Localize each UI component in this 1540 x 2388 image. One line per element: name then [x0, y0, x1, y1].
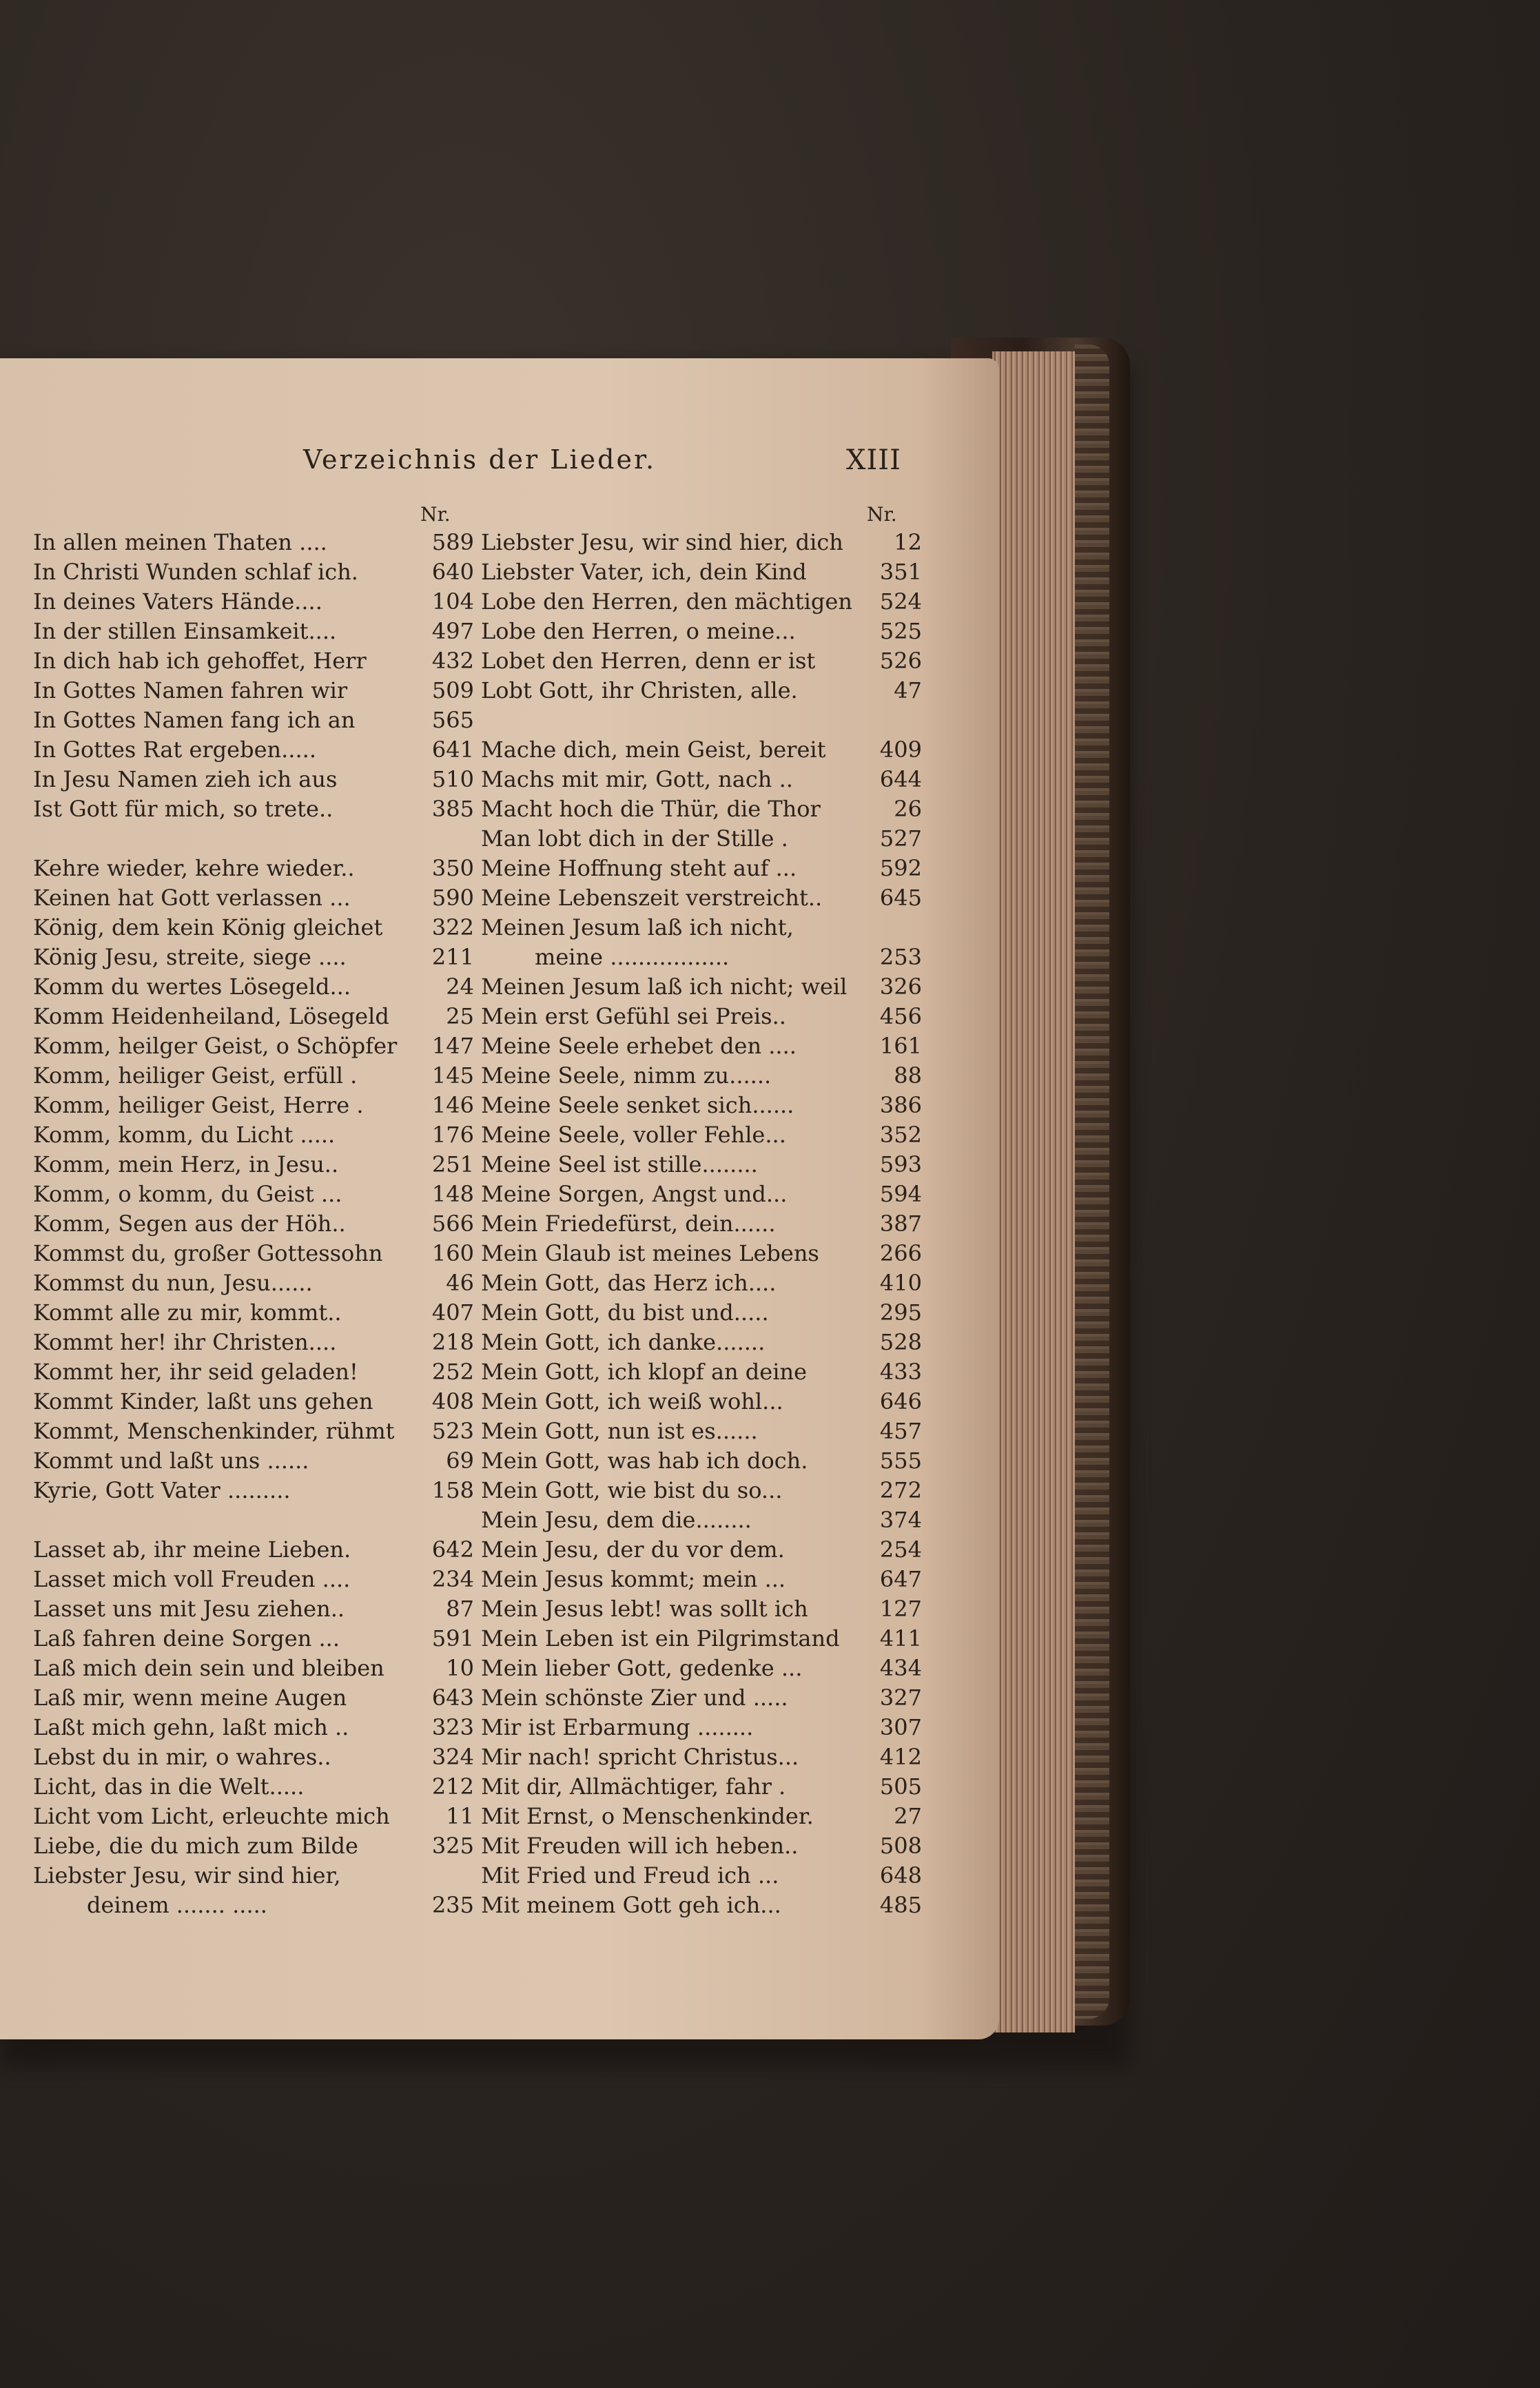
- spacer-row: [33, 825, 474, 855]
- entry-number: 104: [431, 588, 474, 615]
- index-entry: [481, 1596, 922, 1625]
- entry-number: 351: [879, 559, 922, 585]
- entry-title: Mein Gott, ich weiß wohl...: [481, 1388, 783, 1414]
- entry-title: Mache dich, mein Geist, bereit: [481, 737, 826, 763]
- entry-title: Lobt Gott, ihr Christen, alle.: [481, 677, 798, 703]
- entry-number: 146: [431, 1092, 474, 1118]
- entry-number: 457: [879, 1418, 922, 1444]
- index-entry: [33, 1892, 474, 1922]
- entry-number: 592: [879, 855, 922, 881]
- entry-title: Machs mit mir, Gott, nach ..: [481, 766, 793, 792]
- entry-number: 528: [879, 1329, 922, 1355]
- entry-title: Keinen hat Gott verlassen ...: [33, 885, 351, 911]
- entry-number: 254: [879, 1536, 922, 1563]
- entry-number: 147: [431, 1033, 474, 1059]
- entry-number: 432: [431, 648, 474, 674]
- index-entry: [33, 1033, 474, 1062]
- entry-number: 434: [879, 1655, 922, 1681]
- entry-title: In Gottes Rat ergeben.....: [33, 737, 316, 763]
- right-index-column: [481, 503, 922, 1918]
- index-entry: [481, 885, 922, 914]
- entry-number: 565: [431, 707, 474, 733]
- index-entry: [481, 1033, 922, 1062]
- entry-title: Kommt alle zu mir, kommt..: [33, 1299, 342, 1326]
- entry-title: Mein Jesus lebt! was sollt ich: [481, 1596, 808, 1622]
- index-entry: [481, 1388, 922, 1418]
- entry-number: 643: [431, 1685, 474, 1711]
- entry-number: 47: [894, 677, 922, 703]
- entry-number: 161: [879, 1033, 922, 1059]
- entry-title: Komm, heiliger Geist, Herre .: [33, 1092, 364, 1118]
- entry-title: Mein Gott, nun ist es......: [481, 1418, 758, 1444]
- index-entry: [33, 1773, 474, 1803]
- entry-title: Lobe den Herren, den mächtigen: [481, 588, 852, 615]
- entry-number: 24: [446, 974, 474, 1000]
- index-entry: [481, 1833, 922, 1862]
- entry-title: Man lobt dich in der Stille .: [481, 825, 788, 852]
- entry-number: 407: [431, 1299, 474, 1326]
- entry-number: 646: [879, 1388, 922, 1414]
- index-entry: [481, 1359, 922, 1388]
- entry-number: 526: [879, 648, 922, 674]
- index-entry: [33, 1092, 474, 1122]
- index-entry: [481, 1151, 922, 1181]
- entry-number: 352: [879, 1122, 922, 1148]
- entry-title: Meine Seel ist stille........: [481, 1151, 758, 1177]
- index-entry: [33, 1566, 474, 1596]
- entry-title: Kyrie, Gott Vater .........: [33, 1477, 291, 1503]
- index-entry: [33, 588, 474, 618]
- index-entry: [481, 1270, 922, 1299]
- entry-title: In Jesu Namen zieh ich aus: [33, 766, 338, 792]
- index-entry: [33, 1477, 474, 1507]
- entry-number: 385: [431, 796, 474, 822]
- entry-title: Liebster Jesu, wir sind hier, dich: [481, 529, 843, 555]
- entry-number: 566: [431, 1211, 474, 1237]
- entry-number: 641: [431, 737, 474, 763]
- entry-number: 26: [894, 796, 922, 822]
- entry-title: Kommt, Menschenkinder, rühmt: [33, 1418, 395, 1444]
- entry-title: Komm, Segen aus der Höh..: [33, 1211, 346, 1237]
- entry-number: 374: [879, 1507, 922, 1533]
- entry-number: 145: [431, 1062, 474, 1089]
- index-entry: [33, 1655, 474, 1685]
- entry-number: 593: [879, 1151, 922, 1177]
- index-entry: [481, 529, 922, 559]
- index-entry: [33, 1862, 474, 1892]
- entry-title: Mein Gott, das Herz ich....: [481, 1270, 777, 1296]
- entry-title: Mein lieber Gott, gedenke ...: [481, 1655, 803, 1681]
- entry-title: Mit Fried und Freud ich ...: [481, 1862, 779, 1888]
- entry-number: 10: [446, 1655, 474, 1681]
- index-entry: [481, 1862, 922, 1892]
- index-entry: [33, 974, 474, 1003]
- entry-title: Komm Heidenheiland, Lösegeld: [33, 1003, 389, 1029]
- entry-title: meine .................: [535, 944, 730, 970]
- entry-title: Mein Gott, wie bist du so...: [481, 1477, 783, 1503]
- index-entry: [33, 1833, 474, 1862]
- index-entry: [481, 1536, 922, 1566]
- entry-title: Kehre wieder, kehre wieder..: [33, 855, 355, 881]
- entry-number: 456: [879, 1003, 922, 1029]
- entry-number: 12: [894, 529, 922, 555]
- index-entry: [33, 1685, 474, 1714]
- entry-number: 307: [879, 1714, 922, 1740]
- index-entry: [481, 1092, 922, 1122]
- index-entry: [33, 648, 474, 677]
- entry-number: 412: [879, 1744, 922, 1770]
- index-entry: [481, 1062, 922, 1092]
- index-entry: [481, 1714, 922, 1744]
- entry-number: 648: [879, 1862, 922, 1888]
- index-entry: [33, 1211, 474, 1240]
- entry-number: 555: [879, 1448, 922, 1474]
- entry-number: 252: [431, 1359, 474, 1385]
- index-entry: [481, 944, 922, 974]
- entry-number: 409: [879, 737, 922, 763]
- entry-number: 160: [431, 1240, 474, 1266]
- index-entry: [481, 974, 922, 1003]
- index-entry: [481, 1625, 922, 1655]
- entry-number: 326: [879, 974, 922, 1000]
- entry-title: Kommt her, ihr seid geladen!: [33, 1359, 358, 1385]
- index-entry: [481, 677, 922, 707]
- entry-number: 235: [431, 1892, 474, 1918]
- index-entry: [33, 1299, 474, 1329]
- index-entry: [33, 618, 474, 648]
- index-entry: [481, 1477, 922, 1507]
- entry-title: Kommt her! ihr Christen....: [33, 1329, 337, 1355]
- entry-number: 509: [431, 677, 474, 703]
- entry-title: Lasset uns mit Jesu ziehen..: [33, 1596, 345, 1622]
- index-entry: [33, 1359, 474, 1388]
- entry-number: 411: [879, 1625, 922, 1651]
- entry-number: 387: [879, 1211, 922, 1237]
- index-entry: [481, 1122, 922, 1151]
- entry-title: Lasset ab, ihr meine Lieben.: [33, 1536, 351, 1563]
- entry-number: 253: [879, 944, 922, 970]
- index-entry: [481, 1566, 922, 1596]
- entry-number: 497: [431, 618, 474, 644]
- index-entry: [481, 1418, 922, 1448]
- entry-number: 234: [431, 1566, 474, 1592]
- entry-title: Mein Glaub ist meines Lebens: [481, 1240, 819, 1266]
- entry-number: 525: [879, 618, 922, 644]
- entry-title: Mit dir, Allmächtiger, fahr .: [481, 1773, 786, 1800]
- entry-title: In Gottes Namen fang ich an: [33, 707, 356, 733]
- entry-title: In deines Vaters Hände....: [33, 588, 322, 615]
- entry-title: Komm, heilger Geist, o Schöpfer: [33, 1033, 398, 1059]
- entry-number: 645: [879, 885, 922, 911]
- index-entry: [33, 944, 474, 974]
- index-entry: [33, 1181, 474, 1211]
- page-title: Verzeichnis der Lieder.: [303, 444, 657, 475]
- index-entry: [481, 1240, 922, 1270]
- entry-number: 589: [431, 529, 474, 555]
- index-entry: [481, 1655, 922, 1685]
- entry-number: 508: [879, 1833, 922, 1859]
- entry-title: Komm, o komm, du Geist ...: [33, 1181, 342, 1207]
- index-entry: [33, 1240, 474, 1270]
- index-entry: [481, 825, 922, 855]
- entry-title: Mein Leben ist ein Pilgrimstand: [481, 1625, 840, 1651]
- entry-number: 27: [894, 1803, 922, 1829]
- entry-number: 594: [879, 1181, 922, 1207]
- entry-number: 325: [431, 1833, 474, 1859]
- entry-number: 88: [894, 1062, 922, 1089]
- entry-number: 127: [879, 1596, 922, 1622]
- index-entry: [33, 1062, 474, 1092]
- entry-number: 510: [431, 766, 474, 792]
- entry-title: Kommt und laßt uns ......: [33, 1448, 309, 1474]
- entry-title: Mein erst Gefühl sei Preis..: [481, 1003, 786, 1029]
- entry-title: Meine Sorgen, Angst und...: [481, 1181, 788, 1207]
- index-entry: [33, 1151, 474, 1181]
- entry-title: Macht hoch die Thür, die Thor: [481, 796, 821, 822]
- index-entry: [481, 1773, 922, 1803]
- entry-title: Laß mich dein sein und bleiben: [33, 1655, 384, 1681]
- entry-number: 642: [431, 1536, 474, 1563]
- entry-title: Mein Jesu, dem die........: [481, 1507, 752, 1533]
- entry-title: Kommst du, großer Gottessohn: [33, 1240, 383, 1266]
- entry-title: In Gottes Namen fahren wir: [33, 677, 348, 703]
- index-entry: [481, 1803, 922, 1833]
- entry-title: Meine Seele erhebet den ....: [481, 1033, 797, 1059]
- entry-number: 69: [446, 1448, 474, 1474]
- entry-title: Ist Gott für mich, so trete..: [33, 796, 333, 822]
- entry-title: Mein Gott, du bist und.....: [481, 1299, 769, 1326]
- entry-title: Meine Seele, voller Fehle...: [481, 1122, 786, 1148]
- entry-title: Mein Gott, was hab ich doch.: [481, 1448, 808, 1474]
- entry-number: 350: [431, 855, 474, 881]
- index-entry: [33, 885, 474, 914]
- entry-title: Liebe, die du mich zum Bilde: [33, 1833, 358, 1859]
- index-entry: [33, 914, 474, 944]
- entry-title: Mit Ernst, o Menschenkinder.: [481, 1803, 814, 1829]
- entry-title: Meine Hoffnung steht auf ...: [481, 855, 797, 881]
- entry-title: In Christi Wunden schlaf ich.: [33, 559, 358, 585]
- index-entry: [33, 707, 474, 737]
- entry-number: 644: [879, 766, 922, 792]
- index-entry: [33, 1270, 474, 1299]
- entry-title: Mein Gott, ich klopf an deine: [481, 1359, 807, 1385]
- entry-number: 11: [446, 1803, 474, 1829]
- index-entry: [481, 1003, 922, 1033]
- spacer-row: [481, 707, 922, 737]
- entry-number: 323: [431, 1714, 474, 1740]
- entry-title: Mein Gott, ich danke.......: [481, 1329, 766, 1355]
- index-entry: [481, 1211, 922, 1240]
- entry-title: In der stillen Einsamkeit....: [33, 618, 337, 644]
- entry-title: König Jesu, streite, siege ....: [33, 944, 347, 970]
- page-edges: [992, 351, 1075, 2032]
- entry-title: Lobet den Herren, denn er ist: [481, 648, 816, 674]
- entry-number: 485: [879, 1892, 922, 1918]
- entry-number: 386: [879, 1092, 922, 1118]
- entry-title: Komm du wertes Lösegeld...: [33, 974, 351, 1000]
- index-entry: [33, 1448, 474, 1477]
- index-entry: [481, 1685, 922, 1714]
- entry-number: 640: [431, 559, 474, 585]
- nr-column-label: Nr.: [867, 503, 897, 526]
- entry-title: Mir nach! spricht Christus...: [481, 1744, 799, 1770]
- entry-number: 324: [431, 1744, 474, 1770]
- entry-title: Lobe den Herren, o meine...: [481, 618, 796, 644]
- index-entry: [481, 559, 922, 588]
- entry-number: 591: [431, 1625, 474, 1651]
- entry-number: 211: [431, 944, 474, 970]
- index-entry: [33, 766, 474, 796]
- entry-number: 408: [431, 1388, 474, 1414]
- entry-number: 322: [431, 914, 474, 940]
- entry-number: 87: [446, 1596, 474, 1622]
- index-entry: [33, 1003, 474, 1033]
- entry-title: Meine Seele senket sich......: [481, 1092, 794, 1118]
- entry-title: Liebster Vater, ich, dein Kind: [481, 559, 807, 585]
- index-entry: [481, 588, 922, 618]
- entry-title: Mir ist Erbarmung ........: [481, 1714, 754, 1740]
- entry-title: Laß fahren deine Sorgen ...: [33, 1625, 340, 1651]
- index-entry: [33, 1418, 474, 1448]
- index-entry: [33, 1388, 474, 1418]
- index-entry: [481, 1892, 922, 1922]
- index-entry: [481, 737, 922, 766]
- index-entry: [481, 1744, 922, 1773]
- entry-number: 295: [879, 1299, 922, 1326]
- index-entry: [33, 737, 474, 766]
- nr-column-label: Nr.: [420, 503, 451, 526]
- entry-number: 523: [431, 1418, 474, 1444]
- entry-number: 46: [446, 1270, 474, 1296]
- index-entry: [481, 1329, 922, 1359]
- index-entry: [33, 1536, 474, 1566]
- entry-title: deinem ....... .....: [87, 1892, 267, 1918]
- page-header: [0, 444, 992, 486]
- index-entry: [33, 855, 474, 885]
- entry-number: 327: [879, 1685, 922, 1711]
- entry-number: 158: [431, 1477, 474, 1503]
- entry-title: Licht, das in die Welt.....: [33, 1773, 305, 1800]
- index-entry: [481, 618, 922, 648]
- index-entry: [481, 796, 922, 825]
- index-entry: [33, 796, 474, 825]
- entry-number: 176: [431, 1122, 474, 1148]
- index-entry: [481, 766, 922, 796]
- entry-title: Liebster Jesu, wir sind hier,: [33, 1862, 341, 1888]
- entry-title: Mit meinem Gott geh ich...: [481, 1892, 781, 1918]
- index-entry: [33, 1714, 474, 1744]
- entry-title: In dich hab ich gehoffet, Herr: [33, 648, 367, 674]
- entry-title: Laßt mich gehn, laßt mich ..: [33, 1714, 349, 1740]
- entry-title: Meinen Jesum laß ich nicht,: [481, 914, 794, 940]
- index-entry: [33, 1329, 474, 1359]
- entry-title: Laß mir, wenn meine Augen: [33, 1685, 347, 1711]
- entry-number: 212: [431, 1773, 474, 1800]
- index-entry: [33, 559, 474, 588]
- entry-title: Meine Lebenszeit verstreicht..: [481, 885, 823, 911]
- entry-title: Lebst du in mir, o wahres..: [33, 1744, 331, 1770]
- entry-number: 590: [431, 885, 474, 911]
- index-entry: [481, 648, 922, 677]
- entry-title: Meine Seele, nimm zu......: [481, 1062, 772, 1089]
- entry-title: Mein Jesus kommt; mein ...: [481, 1566, 786, 1592]
- left-index-column: [33, 503, 474, 1918]
- entry-number: 505: [879, 1773, 922, 1800]
- index-entry: [481, 855, 922, 885]
- entry-title: Licht vom Licht, erleuchte mich: [33, 1803, 390, 1829]
- entry-number: 266: [879, 1240, 922, 1266]
- index-entry: [33, 529, 474, 559]
- entry-title: Mein Jesu, der du vor dem.: [481, 1536, 785, 1563]
- entry-number: 272: [879, 1477, 922, 1503]
- entry-title: Komm, komm, du Licht .....: [33, 1122, 336, 1148]
- entry-number: 410: [879, 1270, 922, 1296]
- entry-number: 527: [879, 825, 922, 852]
- entry-number: 647: [879, 1566, 922, 1592]
- cover-edge: [1075, 344, 1109, 2019]
- entry-number: 148: [431, 1181, 474, 1207]
- index-entry: [33, 1744, 474, 1773]
- index-entry: [481, 1299, 922, 1329]
- index-entry: [481, 1507, 922, 1536]
- entry-number: 524: [879, 588, 922, 615]
- entry-title: Komm, heiliger Geist, erfüll .: [33, 1062, 358, 1089]
- page-number: XIII: [846, 444, 901, 476]
- index-entry: [481, 914, 922, 944]
- spacer-row: [33, 1507, 474, 1536]
- entry-title: Mit Freuden will ich heben..: [481, 1833, 799, 1859]
- index-entry: [481, 1181, 922, 1211]
- entry-title: In allen meinen Thaten ....: [33, 529, 327, 555]
- entry-number: 251: [431, 1151, 474, 1177]
- index-entry: [33, 677, 474, 707]
- entry-title: Mein schönste Zier und .....: [481, 1685, 788, 1711]
- index-entry: [33, 1122, 474, 1151]
- entry-number: 25: [446, 1003, 474, 1029]
- entry-title: Lasset mich voll Freuden ....: [33, 1566, 351, 1592]
- entry-number: 433: [879, 1359, 922, 1385]
- entry-number: 218: [431, 1329, 474, 1355]
- entry-title: Kommt Kinder, laßt uns gehen: [33, 1388, 373, 1414]
- entry-title: König, dem kein König gleichet: [33, 914, 383, 940]
- entry-title: Kommst du nun, Jesu......: [33, 1270, 313, 1296]
- entry-title: Meinen Jesum laß ich nicht; weil: [481, 974, 848, 1000]
- index-entry: [33, 1803, 474, 1833]
- entry-title: Mein Friedefürst, dein......: [481, 1211, 776, 1237]
- entry-title: Komm, mein Herz, in Jesu..: [33, 1151, 339, 1177]
- index-entry: [481, 1448, 922, 1477]
- index-entry: [33, 1596, 474, 1625]
- index-entry: [33, 1625, 474, 1655]
